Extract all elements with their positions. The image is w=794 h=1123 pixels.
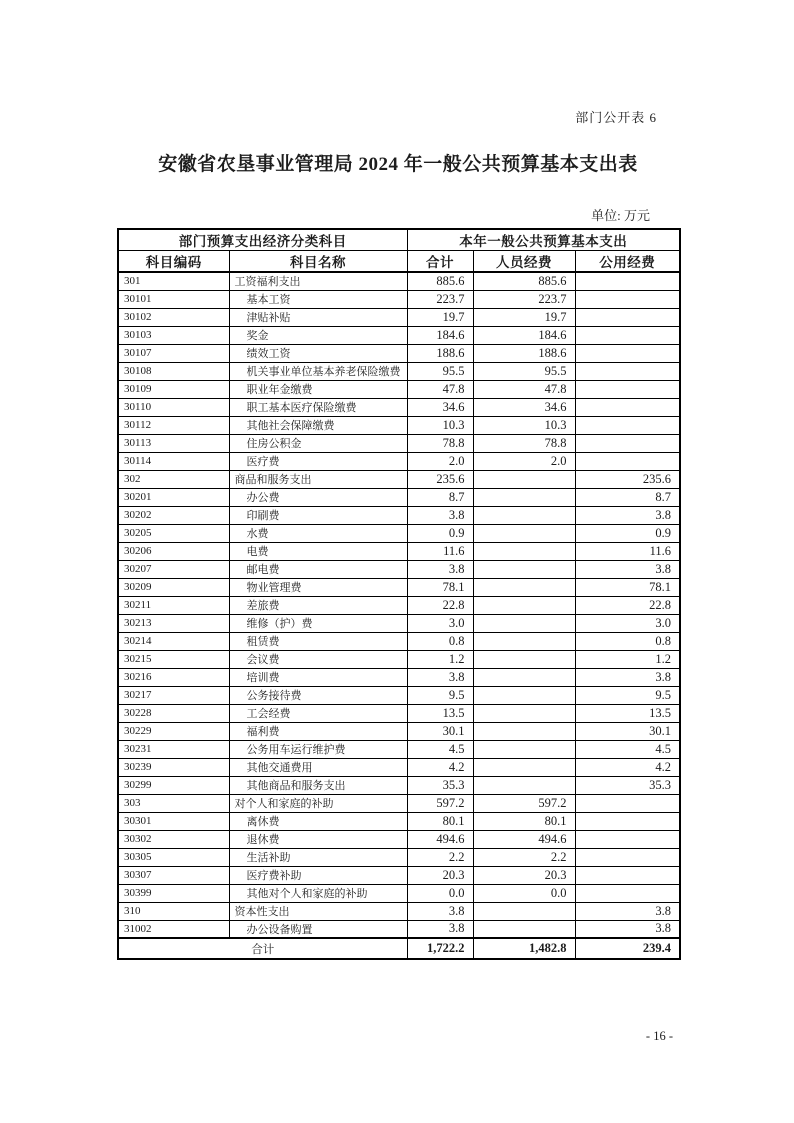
cell-total: 10.3	[407, 416, 473, 434]
col-header-code: 科目编码	[118, 251, 229, 273]
cell-name: 资本性支出	[229, 902, 407, 920]
cell-personnel: 10.3	[473, 416, 575, 434]
table-row	[118, 902, 680, 920]
cell-code: 30299	[118, 776, 229, 794]
table-row	[118, 596, 680, 614]
cell-personnel: 0.0	[473, 884, 575, 902]
cell-public	[575, 812, 680, 830]
cell-personnel	[473, 488, 575, 506]
cell-code: 30215	[118, 650, 229, 668]
cell-public	[575, 326, 680, 344]
cell-personnel: 95.5	[473, 362, 575, 380]
cell-name: 绩效工资	[229, 344, 407, 362]
cell-total: 0.9	[407, 524, 473, 542]
total-row-public: 239.4	[575, 938, 680, 959]
cell-personnel	[473, 596, 575, 614]
cell-name: 物业管理费	[229, 578, 407, 596]
cell-public: 4.2	[575, 758, 680, 776]
cell-name: 离休费	[229, 812, 407, 830]
doc-table-label: 部门公开表 6	[575, 110, 657, 125]
cell-name: 工会经费	[229, 704, 407, 722]
cell-code: 30110	[118, 398, 229, 416]
cell-personnel	[473, 668, 575, 686]
cell-total: 47.8	[407, 380, 473, 398]
cell-personnel	[473, 524, 575, 542]
table-row	[118, 668, 680, 686]
cell-code: 30202	[118, 506, 229, 524]
cell-code: 30228	[118, 704, 229, 722]
cell-code: 301	[118, 272, 229, 290]
cell-total: 885.6	[407, 272, 473, 290]
cell-name: 住房公积金	[229, 434, 407, 452]
cell-code: 30112	[118, 416, 229, 434]
cell-code: 30216	[118, 668, 229, 686]
cell-public	[575, 866, 680, 884]
page-number: - 16 -	[645, 1029, 673, 1043]
cell-total: 184.6	[407, 326, 473, 344]
table-body	[118, 272, 680, 938]
cell-code: 30207	[118, 560, 229, 578]
table-row	[118, 704, 680, 722]
cell-public	[575, 344, 680, 362]
cell-total: 78.8	[407, 434, 473, 452]
cell-total: 235.6	[407, 470, 473, 488]
cell-total: 597.2	[407, 794, 473, 812]
table-row	[118, 416, 680, 434]
table-row	[118, 758, 680, 776]
cell-personnel	[473, 776, 575, 794]
cell-personnel: 19.7	[473, 308, 575, 326]
cell-public	[575, 452, 680, 470]
cell-name: 退休费	[229, 830, 407, 848]
table-row	[118, 740, 680, 758]
cell-code: 30307	[118, 866, 229, 884]
cell-name: 其他社会保障缴费	[229, 416, 407, 434]
cell-name: 印刷费	[229, 506, 407, 524]
cell-public: 235.6	[575, 470, 680, 488]
cell-name: 医疗费	[229, 452, 407, 470]
cell-name: 工资福利支出	[229, 272, 407, 290]
cell-code: 30231	[118, 740, 229, 758]
cell-code: 30113	[118, 434, 229, 452]
cell-public	[575, 848, 680, 866]
cell-public: 0.8	[575, 632, 680, 650]
cell-personnel: 20.3	[473, 866, 575, 884]
header-group-right: 本年一般公共预算基本支出	[407, 229, 680, 251]
cell-code: 30205	[118, 524, 229, 542]
cell-total: 1.2	[407, 650, 473, 668]
cell-code: 30108	[118, 362, 229, 380]
cell-personnel: 597.2	[473, 794, 575, 812]
cell-total: 80.1	[407, 812, 473, 830]
cell-total: 2.0	[407, 452, 473, 470]
table-row	[118, 884, 680, 902]
cell-total: 0.8	[407, 632, 473, 650]
cell-public	[575, 290, 680, 308]
cell-total: 95.5	[407, 362, 473, 380]
cell-public: 3.0	[575, 614, 680, 632]
cell-name: 水费	[229, 524, 407, 542]
cell-code: 30301	[118, 812, 229, 830]
table-row	[118, 920, 680, 938]
cell-total: 78.1	[407, 578, 473, 596]
cell-name: 对个人和家庭的补助	[229, 794, 407, 812]
cell-name: 差旅费	[229, 596, 407, 614]
cell-total: 3.8	[407, 902, 473, 920]
cell-public: 11.6	[575, 542, 680, 560]
cell-public	[575, 830, 680, 848]
table-row	[118, 452, 680, 470]
cell-public	[575, 794, 680, 812]
cell-total: 3.8	[407, 920, 473, 938]
cell-name: 基本工资	[229, 290, 407, 308]
col-header-public: 公用经费	[575, 251, 680, 273]
header-group-row	[118, 229, 680, 251]
cell-public	[575, 308, 680, 326]
cell-public	[575, 434, 680, 452]
cell-name: 公务用车运行维护费	[229, 740, 407, 758]
cell-code: 30206	[118, 542, 229, 560]
cell-public	[575, 380, 680, 398]
cell-public: 8.7	[575, 488, 680, 506]
cell-total: 9.5	[407, 686, 473, 704]
cell-personnel	[473, 542, 575, 560]
unit-note: 单位: 万元	[591, 208, 650, 223]
cell-total: 4.5	[407, 740, 473, 758]
cell-personnel	[473, 704, 575, 722]
cell-personnel	[473, 650, 575, 668]
cell-public: 22.8	[575, 596, 680, 614]
table-row	[118, 542, 680, 560]
cell-public: 35.3	[575, 776, 680, 794]
table-footer	[118, 938, 680, 959]
cell-public	[575, 398, 680, 416]
cell-personnel: 78.8	[473, 434, 575, 452]
cell-total: 8.7	[407, 488, 473, 506]
cell-total: 3.8	[407, 560, 473, 578]
cell-public: 30.1	[575, 722, 680, 740]
cell-name: 生活补助	[229, 848, 407, 866]
cell-total: 11.6	[407, 542, 473, 560]
table-row	[118, 488, 680, 506]
cell-name: 办公设备购置	[229, 920, 407, 938]
cell-total: 35.3	[407, 776, 473, 794]
cell-code: 30101	[118, 290, 229, 308]
col-header-total: 合计	[407, 251, 473, 273]
cell-personnel	[473, 614, 575, 632]
cell-personnel	[473, 902, 575, 920]
table-row	[118, 362, 680, 380]
cell-personnel	[473, 758, 575, 776]
cell-total: 3.8	[407, 668, 473, 686]
cell-code: 30109	[118, 380, 229, 398]
cell-total: 223.7	[407, 290, 473, 308]
cell-name: 公务接待费	[229, 686, 407, 704]
total-row-personnel: 1,482.8	[473, 938, 575, 959]
cell-code: 303	[118, 794, 229, 812]
table-header	[118, 229, 680, 272]
cell-total: 22.8	[407, 596, 473, 614]
cell-total: 19.7	[407, 308, 473, 326]
cell-total: 4.2	[407, 758, 473, 776]
cell-name: 医疗费补助	[229, 866, 407, 884]
cell-name: 职工基本医疗保险缴费	[229, 398, 407, 416]
table-row	[118, 524, 680, 542]
table-row	[118, 614, 680, 632]
cell-name: 福利费	[229, 722, 407, 740]
cell-code: 30305	[118, 848, 229, 866]
cell-total: 13.5	[407, 704, 473, 722]
cell-personnel	[473, 686, 575, 704]
cell-name: 邮电费	[229, 560, 407, 578]
cell-code: 30201	[118, 488, 229, 506]
cell-total: 30.1	[407, 722, 473, 740]
table-row	[118, 344, 680, 362]
cell-total: 2.2	[407, 848, 473, 866]
table-row	[118, 794, 680, 812]
cell-personnel	[473, 506, 575, 524]
table-row	[118, 398, 680, 416]
table-row	[118, 632, 680, 650]
cell-total: 494.6	[407, 830, 473, 848]
cell-personnel	[473, 560, 575, 578]
cell-name: 奖金	[229, 326, 407, 344]
cell-name: 商品和服务支出	[229, 470, 407, 488]
cell-code: 30107	[118, 344, 229, 362]
cell-public: 4.5	[575, 740, 680, 758]
table-row	[118, 506, 680, 524]
cell-code: 30209	[118, 578, 229, 596]
cell-personnel: 494.6	[473, 830, 575, 848]
cell-personnel: 184.6	[473, 326, 575, 344]
cell-personnel	[473, 470, 575, 488]
cell-public: 13.5	[575, 704, 680, 722]
cell-total: 20.3	[407, 866, 473, 884]
budget-table-container	[117, 228, 679, 960]
cell-personnel	[473, 740, 575, 758]
cell-name: 其他交通费用	[229, 758, 407, 776]
cell-personnel: 2.2	[473, 848, 575, 866]
cell-code: 30102	[118, 308, 229, 326]
page-title: 安徽省农垦事业管理局 2024 年一般公共预算基本支出表	[158, 154, 638, 175]
cell-total: 188.6	[407, 344, 473, 362]
cell-public: 3.8	[575, 506, 680, 524]
cell-code: 30302	[118, 830, 229, 848]
table-row	[118, 290, 680, 308]
cell-code: 30399	[118, 884, 229, 902]
cell-code: 30103	[118, 326, 229, 344]
table-row	[118, 578, 680, 596]
table-row	[118, 830, 680, 848]
cell-public: 78.1	[575, 578, 680, 596]
cell-code: 30239	[118, 758, 229, 776]
cell-name: 机关事业单位基本养老保险缴费	[229, 362, 407, 380]
cell-personnel	[473, 578, 575, 596]
table-row	[118, 866, 680, 884]
cell-code: 310	[118, 902, 229, 920]
cell-code: 31002	[118, 920, 229, 938]
table-row	[118, 848, 680, 866]
cell-name: 办公费	[229, 488, 407, 506]
cell-name: 津贴补贴	[229, 308, 407, 326]
cell-personnel: 2.0	[473, 452, 575, 470]
cell-name: 维修（护）费	[229, 614, 407, 632]
table-row	[118, 776, 680, 794]
cell-personnel: 80.1	[473, 812, 575, 830]
total-row-total: 1,722.2	[407, 938, 473, 959]
cell-name: 租赁费	[229, 632, 407, 650]
cell-personnel	[473, 920, 575, 938]
total-row	[118, 938, 680, 959]
cell-personnel: 885.6	[473, 272, 575, 290]
cell-personnel	[473, 632, 575, 650]
cell-name: 会议费	[229, 650, 407, 668]
table-row	[118, 470, 680, 488]
table-row	[118, 308, 680, 326]
cell-total: 34.6	[407, 398, 473, 416]
cell-total: 0.0	[407, 884, 473, 902]
cell-public: 0.9	[575, 524, 680, 542]
cell-public	[575, 884, 680, 902]
column-header-row	[118, 251, 680, 273]
cell-name: 其他商品和服务支出	[229, 776, 407, 794]
cell-personnel: 47.8	[473, 380, 575, 398]
cell-name: 职业年金缴费	[229, 380, 407, 398]
table-row	[118, 380, 680, 398]
cell-public: 3.8	[575, 668, 680, 686]
cell-code: 30217	[118, 686, 229, 704]
cell-public: 1.2	[575, 650, 680, 668]
cell-name: 培训费	[229, 668, 407, 686]
cell-public	[575, 416, 680, 434]
cell-public: 9.5	[575, 686, 680, 704]
table-row	[118, 560, 680, 578]
cell-personnel	[473, 722, 575, 740]
table-row	[118, 272, 680, 290]
cell-code: 30114	[118, 452, 229, 470]
col-header-name: 科目名称	[229, 251, 407, 273]
cell-public: 3.8	[575, 920, 680, 938]
cell-public: 3.8	[575, 902, 680, 920]
cell-total: 3.0	[407, 614, 473, 632]
cell-personnel: 223.7	[473, 290, 575, 308]
cell-code: 30229	[118, 722, 229, 740]
table-row	[118, 812, 680, 830]
cell-public: 3.8	[575, 560, 680, 578]
cell-personnel: 34.6	[473, 398, 575, 416]
cell-name: 电费	[229, 542, 407, 560]
table-row	[118, 650, 680, 668]
col-header-personnel: 人员经费	[473, 251, 575, 273]
table-row	[118, 722, 680, 740]
table-row	[118, 434, 680, 452]
cell-public	[575, 272, 680, 290]
table-row	[118, 326, 680, 344]
table-row	[118, 686, 680, 704]
cell-personnel: 188.6	[473, 344, 575, 362]
cell-code: 30211	[118, 596, 229, 614]
cell-name: 其他对个人和家庭的补助	[229, 884, 407, 902]
budget-table	[117, 228, 681, 960]
total-row-label: 合计	[118, 938, 407, 959]
header-group-left: 部门预算支出经济分类科目	[118, 229, 407, 251]
cell-public	[575, 362, 680, 380]
cell-total: 3.8	[407, 506, 473, 524]
cell-code: 30214	[118, 632, 229, 650]
cell-code: 30213	[118, 614, 229, 632]
cell-code: 302	[118, 470, 229, 488]
